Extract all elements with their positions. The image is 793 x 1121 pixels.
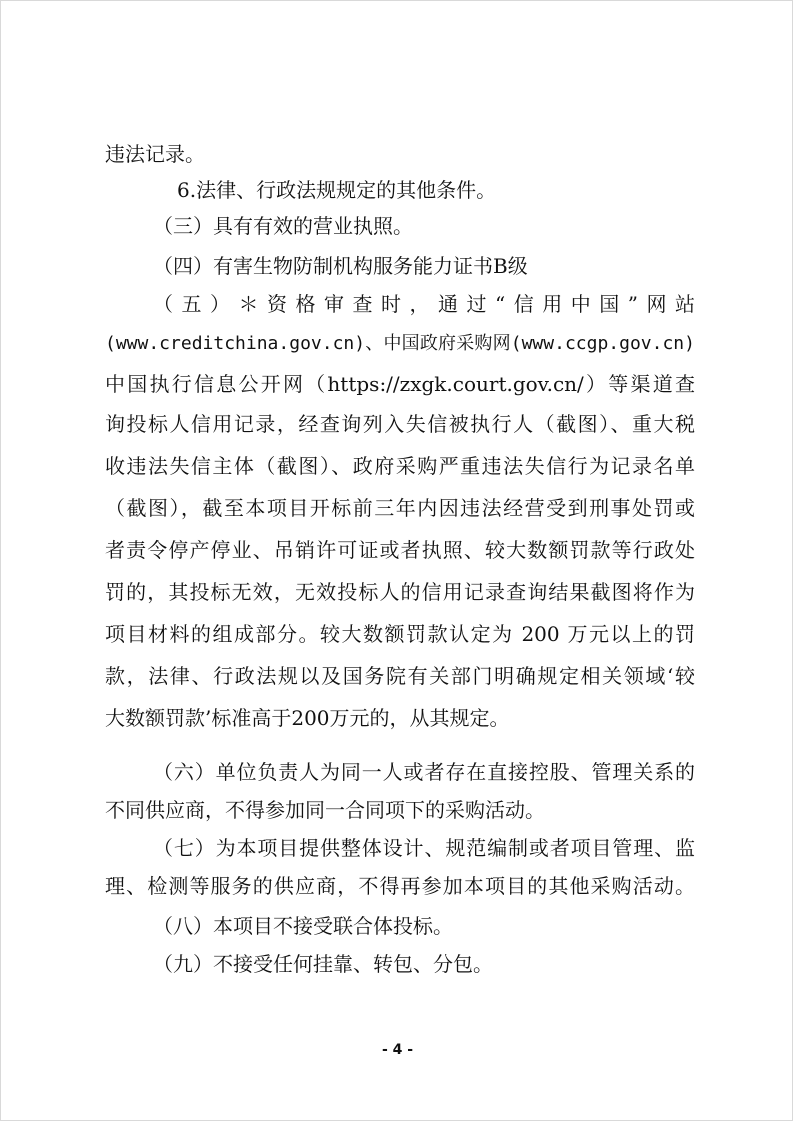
paragraph-line-item-7: （七）为本项目提供整体设计、规范编制或者项目管理、监 — [153, 836, 695, 860]
paragraph-line-item-6: （六）单位负责人为同一人或者存在直接控股、管理关系的 — [153, 760, 695, 784]
paragraph-line-item-3: （三）具有有效的营业执照。 — [153, 214, 413, 238]
paragraph-line-item-6-cont: 不同供应商，不得参加同一合同项下的采购活动。 — [105, 798, 545, 822]
paragraph-line-execution-info: 中国执行信息公开网（https://zxgk.court.gov.cn/）等渠道查 — [105, 372, 695, 396]
paragraph-line-regulations: 款，法律、行政法规以及国务院有关部门明确规定相关领域‘较 — [105, 664, 695, 688]
paragraph-line-fine-threshold: 项目材料的组成部分。较大数额罚款认定为 200 万元以上的罚 — [105, 622, 695, 646]
paragraph-line-penalties: 者责令停产停业、吊销许可证或者执照、较大数额罚款等行政处 — [105, 538, 695, 562]
paragraph-line-tax-violation: 收违法失信主体（截图）、政府采购严重违法失信行为记录名单 — [105, 454, 695, 478]
paragraph-line-item-5-start: （五）＊资格审查时，通过“信用中国”网站 — [153, 292, 695, 316]
paragraph-line-item-4: （四）有害生物防制机构服务能力证书B级 — [153, 254, 528, 278]
paragraph-line-credit-urls: (www.creditchina.gov.cn)、中国政府采购网(www.ccgp.gov.cn) — [105, 333, 695, 354]
paragraph-line-fine-standard: 大数额罚款’标准高于200万元的，从其规定。 — [105, 706, 510, 730]
paragraph-line-violation-record: 违法记录。 — [105, 142, 205, 166]
paragraph-line-item-8: （八）本项目不接受联合体投标。 — [153, 914, 453, 938]
paragraph-line-condition-6: 6.法律、行政法规规定的其他条件。 — [177, 178, 497, 202]
paragraph-line-bid-invalid: 罚的，其投标无效，无效投标人的信用记录查询结果截图将作为 — [105, 580, 695, 604]
paragraph-line-query-record: 询投标人信用记录，经查询列入失信被执行人（截图）、重大税 — [105, 412, 695, 436]
page-number: - 4 - — [381, 1042, 414, 1058]
paragraph-line-item-9: （九）不接受任何挂靠、转包、分包。 — [153, 952, 493, 976]
paragraph-line-item-7-cont: 理、检测等服务的供应商，不得再参加本项目的其他采购活动。 — [105, 874, 695, 898]
paragraph-line-screenshot-deadline: （截图），截至本项目开标前三年内因违法经营受到刑事处罚或 — [105, 496, 695, 520]
